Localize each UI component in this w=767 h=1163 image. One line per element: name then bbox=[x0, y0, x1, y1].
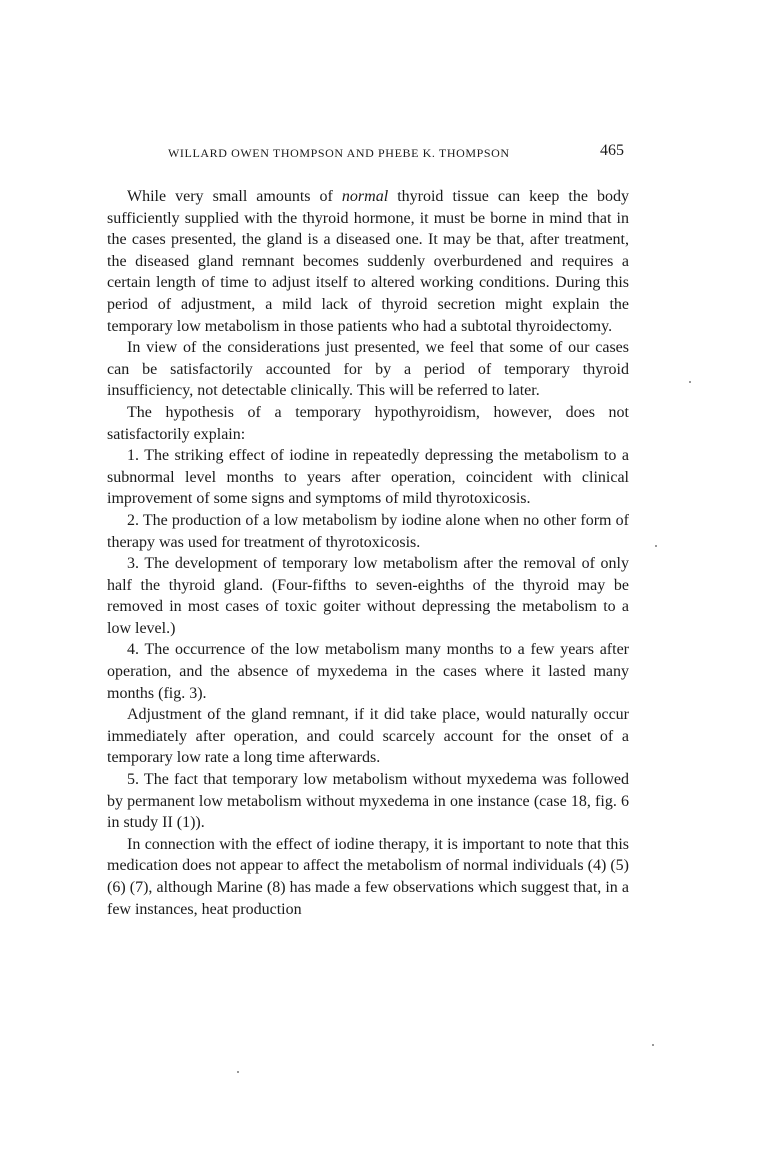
paragraph: Adjustment of the gland remnant, if it did take place, would naturally occur immediately after operation, and could scarcely account for the onset of a temporary low rate a long time afterwards. bbox=[107, 706, 629, 767]
list-item: 2. The production of a low metabolism by iodine alone when no other form of therapy was used for treatment of thyrotoxicosis. bbox=[107, 511, 629, 551]
paragraph: In connection with the effect of iodine therapy, it is important to note that this medication does not appear to affect the metabolism of normal individuals (4) (5) (6) (7), although Marine (8) has made a few observations which suggest that, in a few instances, heat production bbox=[107, 835, 629, 918]
scan-speck bbox=[237, 1071, 239, 1073]
paragraph: The hypothesis of a temporary hypothyroidism, however, does not satisfactorily explain: bbox=[107, 403, 629, 443]
scan-speck bbox=[655, 545, 657, 547]
body-text bbox=[107, 186, 629, 920]
page-number: 465 bbox=[600, 142, 624, 159]
running-header: WILLARD OWEN THOMPSON AND PHEBE K. THOMPSON bbox=[168, 146, 510, 160]
paragraph: While very small amounts of normal thyroid tissue can keep the body sufficiently supplied with the thyroid hormone, it must be borne in mind that in the cases presented, the gland is a diseased one. It may be that, after treatment, the diseased gland remnant becomes suddenly overburdened and requires a certain length of time to adjust itself to altered working conditions. During this period of adjustment, a mild lack of thyroid secretion might explain the temporary low metabolism in those patients who had a subtotal thyroidectomy. bbox=[107, 188, 629, 335]
scan-speck bbox=[652, 1044, 654, 1046]
list-item: 5. The fact that temporary low metabolism without myxedema was followed by permanent low metabolism without myxedema in one instance (case 18, fig. 6 in study II (1)). bbox=[107, 771, 629, 832]
scan-speck bbox=[689, 381, 691, 383]
list-item: 1. The striking effect of iodine in repeatedly depressing the metabolism to a subnormal level months to years after operation, coincident with clinical improvement of some signs and symptoms of mild thyrotoxicosis. bbox=[107, 447, 629, 508]
paragraph: In view of the considerations just presented, we feel that some of our cases can be satisfactorily accounted for by a period of temporary thyroid insufficiency, not detectable clinically. This will be referred to later. bbox=[107, 339, 629, 400]
list-item: 4. The occurrence of the low metabolism many months to a few years after operation, and the absence of myxedema in the cases where it lasted many months (fig. 3). bbox=[107, 641, 629, 702]
emphasis-text: normal bbox=[341, 188, 389, 205]
list-item: 3. The development of temporary low metabolism after the removal of only half the thyroid gland. (Four-fifths to seven-eighths of the thyroid may be removed in most cases of toxic goiter without depressing the metabolism to a low level.) bbox=[107, 555, 629, 637]
